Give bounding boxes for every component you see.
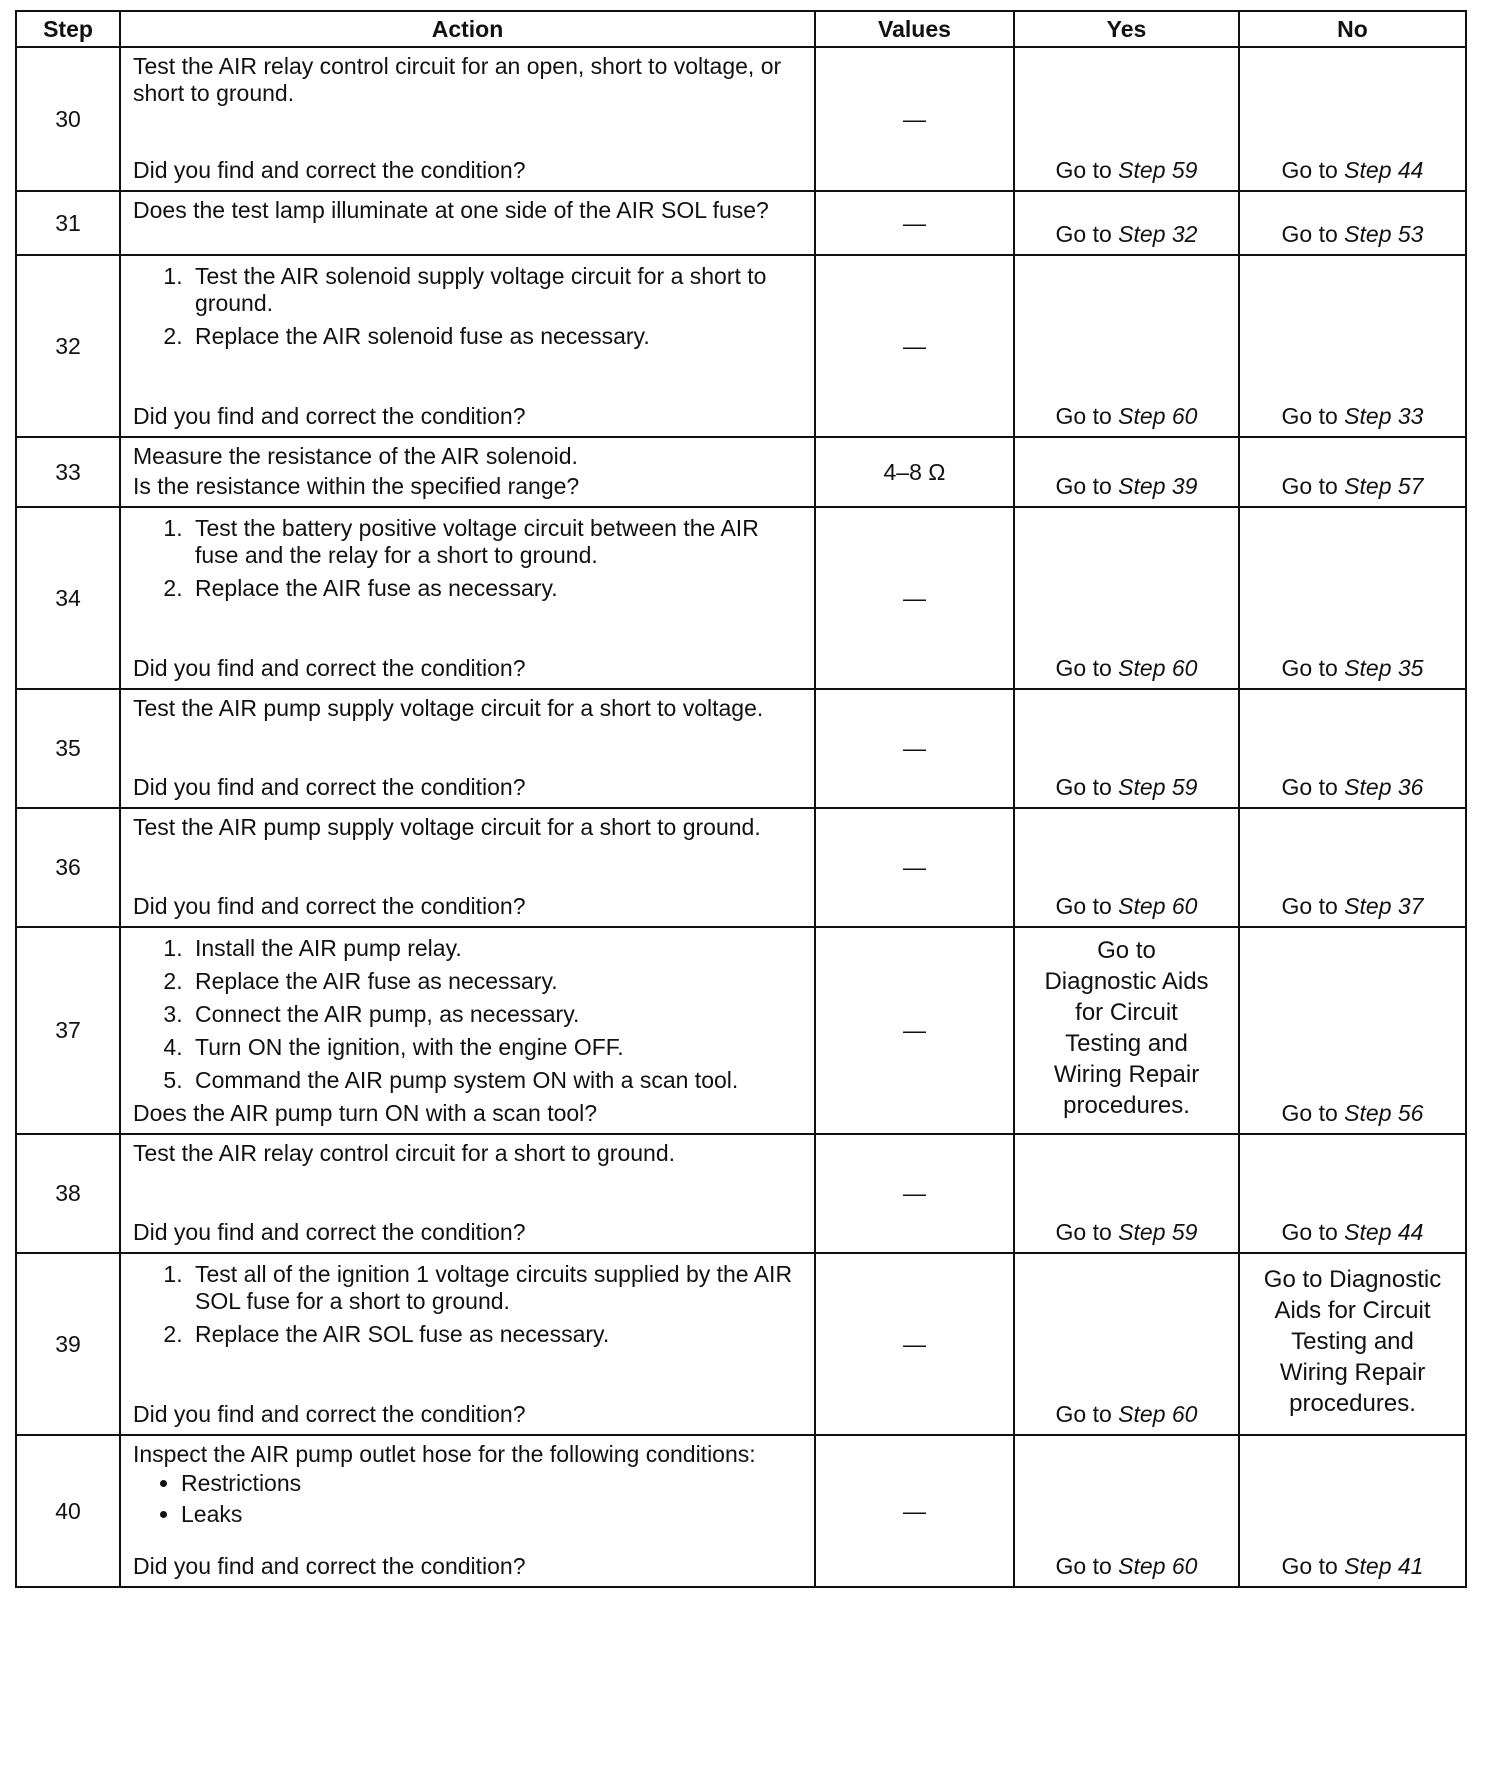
action-content (121, 192, 814, 254)
no-result-line: procedures. (1289, 1389, 1416, 1417)
target-step-number: 59 (1171, 1219, 1198, 1245)
action-body (133, 53, 804, 107)
no-result-line: Testing and (1291, 1327, 1414, 1355)
header-row (16, 11, 1466, 47)
yes-goto-step (1118, 157, 1197, 183)
action-body (133, 1441, 804, 1532)
no-result-cell (1239, 1253, 1466, 1435)
yes-result-cell (1014, 808, 1239, 927)
step-word: Step (1118, 1401, 1166, 1427)
action-body (133, 513, 804, 608)
table-row (16, 689, 1466, 808)
goto-prefix: Go to (1281, 655, 1338, 681)
action-text: Does the test lamp illuminate at one side of the AIR SOL fuse? (133, 197, 769, 223)
value-cell: 4–8 Ω (815, 437, 1014, 507)
action-content (121, 48, 814, 190)
goto-prefix: Go to (1055, 221, 1112, 247)
action-content (121, 1436, 814, 1586)
table-row (16, 507, 1466, 689)
goto-prefix: Go to (1281, 473, 1338, 499)
goto-prefix: Go to (1055, 1553, 1112, 1579)
action-list (133, 263, 804, 350)
action-question: Did you find and correct the condition? (133, 1401, 526, 1427)
yes-goto-step (1118, 774, 1197, 800)
goto-prefix: Go to (1055, 893, 1112, 919)
no-result-line: Wiring Repair (1279, 1358, 1426, 1386)
yes-result-cell (1014, 1134, 1239, 1253)
yes-result-cell (1014, 47, 1239, 191)
action-question: Does the AIR pump turn ON with a scan tool? (133, 1100, 598, 1126)
step-word: Step (1344, 1219, 1392, 1245)
yes-result-cell (1014, 1435, 1239, 1587)
action-body (133, 814, 804, 841)
action-cell (120, 1253, 815, 1435)
target-step-number: 36 (1397, 774, 1424, 800)
no-goto-step (1344, 221, 1423, 247)
condition-list (133, 1470, 804, 1528)
goto-prefix: Go to (1281, 157, 1338, 183)
step-word: Step (1344, 473, 1392, 499)
step-word: Step (1118, 774, 1166, 800)
action-list-item: 2. Replace the AIR SOL fuse as necessary. (189, 1321, 804, 1348)
goto-prefix: Go to (1055, 403, 1112, 429)
action-body (133, 933, 804, 1100)
step-number: 38 (16, 1134, 120, 1253)
goto-prefix: Go to (1055, 1401, 1112, 1427)
goto-prefix: Go to (1055, 473, 1112, 499)
no-goto-step (1344, 1553, 1423, 1579)
action-text: Measure the resistance of the AIR solenoid. (133, 443, 578, 469)
target-step-number: 60 (1171, 655, 1198, 681)
target-step-number: 57 (1397, 473, 1424, 499)
no-goto-step (1344, 403, 1423, 429)
step-word: Step (1118, 1219, 1166, 1245)
yes-result-line: Testing and (1065, 1029, 1188, 1057)
no-result-cell (1239, 927, 1466, 1134)
action-cell (120, 927, 815, 1134)
value-cell: — (815, 1134, 1014, 1253)
yes-goto-step (1118, 473, 1197, 499)
action-content (121, 928, 814, 1133)
value-cell: — (815, 47, 1014, 191)
action-cell (120, 689, 815, 808)
action-body (133, 197, 804, 224)
goto-prefix: Go to (1281, 1553, 1338, 1579)
no-result-cell (1239, 689, 1466, 808)
yes-goto-step (1118, 1219, 1197, 1245)
condition-item: • Restrictions (181, 1470, 804, 1497)
yes-result-line: procedures. (1063, 1091, 1190, 1119)
yes-result-cell (1014, 437, 1239, 507)
yes-goto-step (1118, 655, 1197, 681)
yes-result-cell (1014, 255, 1239, 437)
goto-prefix: Go to (1281, 221, 1338, 247)
target-step-number: 60 (1171, 893, 1198, 919)
action-question: Did you find and correct the condition? (133, 774, 526, 800)
value-cell: — (815, 808, 1014, 927)
action-cell (120, 437, 815, 507)
condition-item: • Leaks (181, 1501, 804, 1528)
action-cell (120, 1134, 815, 1253)
value-cell: — (815, 689, 1014, 808)
no-goto-step (1344, 655, 1423, 681)
action-list (133, 515, 804, 602)
action-text: Inspect the AIR pump outlet hose for the following conditions: (133, 1441, 756, 1467)
yes-result-cell (1014, 191, 1239, 255)
action-body (133, 443, 804, 470)
header-values: Values (815, 11, 1014, 47)
diagnostic-table-page (15, 10, 1467, 1588)
table-row (16, 437, 1466, 507)
header-action: Action (120, 11, 815, 47)
target-step-number: 59 (1171, 774, 1198, 800)
action-cell (120, 191, 815, 255)
action-list-item: 1. Install the AIR pump relay. (189, 935, 804, 962)
action-question: Did you find and correct the condition? (133, 1219, 526, 1245)
no-result-line: Go to Diagnostic (1263, 1265, 1442, 1293)
table-row (16, 927, 1466, 1134)
value-cell: — (815, 255, 1014, 437)
step-number: 31 (16, 191, 120, 255)
no-result-cell (1239, 507, 1466, 689)
target-step-number: 53 (1397, 221, 1424, 247)
yes-result-line: Go to (1097, 936, 1156, 964)
step-number: 36 (16, 808, 120, 927)
action-list-item: 1. Test the AIR solenoid supply voltage circuit for a short to ground. (189, 263, 804, 317)
yes-goto-step (1118, 1401, 1197, 1427)
action-content (121, 809, 814, 926)
action-text: Test the AIR pump supply voltage circuit for a short to voltage. (133, 695, 764, 721)
step-number: 33 (16, 437, 120, 507)
action-list (133, 935, 804, 1094)
action-cell (120, 507, 815, 689)
step-word: Step (1344, 221, 1392, 247)
target-step-number: 35 (1397, 655, 1424, 681)
yes-result-line: Wiring Repair (1053, 1060, 1200, 1088)
no-result-cell (1239, 191, 1466, 255)
step-number: 39 (16, 1253, 120, 1435)
step-number: 37 (16, 927, 120, 1134)
step-word: Step (1118, 893, 1166, 919)
yes-result-line: for Circuit (1075, 998, 1178, 1026)
value-cell: — (815, 191, 1014, 255)
step-number: 40 (16, 1435, 120, 1587)
action-content (121, 508, 814, 688)
no-goto-step (1344, 774, 1423, 800)
no-result-cell (1239, 47, 1466, 191)
target-step-number: 56 (1397, 1100, 1424, 1126)
step-word: Step (1118, 473, 1166, 499)
action-question: Is the resistance within the specified range? (133, 473, 580, 499)
no-result-cell (1239, 1134, 1466, 1253)
table-row (16, 1253, 1466, 1435)
action-content (121, 1254, 814, 1434)
action-list-item: 2. Replace the AIR fuse as necessary. (189, 968, 804, 995)
yes-goto-step (1118, 1553, 1197, 1579)
no-goto-step (1344, 893, 1423, 919)
goto-prefix: Go to (1055, 157, 1112, 183)
target-step-number: 59 (1171, 157, 1198, 183)
target-step-number: 60 (1171, 403, 1198, 429)
table-row (16, 255, 1466, 437)
goto-prefix: Go to (1281, 403, 1338, 429)
goto-prefix: Go to (1055, 655, 1112, 681)
action-list-item: 2. Replace the AIR fuse as necessary. (189, 575, 804, 602)
step-word: Step (1344, 1553, 1392, 1579)
step-word: Step (1344, 655, 1392, 681)
step-number: 35 (16, 689, 120, 808)
no-result-cell (1239, 808, 1466, 927)
action-cell (120, 808, 815, 927)
action-body (133, 261, 804, 356)
target-step-number: 41 (1397, 1553, 1424, 1579)
target-step-number: 44 (1397, 1219, 1424, 1245)
goto-prefix: Go to (1055, 774, 1112, 800)
header-no: No (1239, 11, 1466, 47)
step-word: Step (1118, 157, 1166, 183)
goto-prefix: Go to (1281, 1100, 1338, 1126)
value-cell: — (815, 1435, 1014, 1587)
no-goto-step (1344, 1219, 1423, 1245)
yes-goto-step (1118, 403, 1197, 429)
no-goto-step (1344, 1100, 1423, 1126)
action-text: Test the AIR pump supply voltage circuit for a short to ground. (133, 814, 761, 840)
step-number: 30 (16, 47, 120, 191)
action-cell (120, 255, 815, 437)
step-number: 34 (16, 507, 120, 689)
step-word: Step (1118, 1553, 1166, 1579)
step-word: Step (1344, 774, 1392, 800)
no-result-line: Aids for Circuit (1274, 1296, 1431, 1324)
yes-result-line: Diagnostic Aids (1044, 967, 1209, 995)
target-step-number: 60 (1171, 1401, 1198, 1427)
goto-prefix: Go to (1281, 1219, 1338, 1245)
target-step-number: 44 (1397, 157, 1424, 183)
yes-result-cell (1014, 689, 1239, 808)
no-result-cell (1239, 255, 1466, 437)
step-word: Step (1344, 893, 1392, 919)
target-step-number: 32 (1171, 221, 1198, 247)
action-question: Did you find and correct the condition? (133, 157, 526, 183)
yes-goto-step (1118, 221, 1197, 247)
action-list-item: 1. Test all of the ignition 1 voltage circuits supplied by the AIR SOL fuse for a short to ground. (189, 1261, 804, 1315)
step-word: Step (1118, 221, 1166, 247)
action-text: Test the AIR relay control circuit for an open, short to voltage, or short to ground. (133, 53, 782, 106)
no-result-cell (1239, 1435, 1466, 1587)
table-body (16, 47, 1466, 1587)
action-cell (120, 1435, 815, 1587)
action-list-item: 4. Turn ON the ignition, with the engine OFF. (189, 1034, 804, 1061)
yes-result-cell (1014, 1253, 1239, 1435)
table-row (16, 191, 1466, 255)
action-content (121, 690, 814, 807)
yes-result-cell (1014, 927, 1239, 1134)
no-goto-step (1344, 157, 1423, 183)
action-list-item: 3. Connect the AIR pump, as necessary. (189, 1001, 804, 1028)
step-word: Step (1344, 1100, 1392, 1126)
target-step-number: 60 (1171, 1553, 1198, 1579)
step-word: Step (1344, 403, 1392, 429)
yes-goto-step (1118, 893, 1197, 919)
action-content (121, 256, 814, 436)
table-row (16, 47, 1466, 191)
diagnostic-table (15, 10, 1467, 1588)
action-body (133, 1259, 804, 1354)
action-content (121, 438, 814, 506)
table-row (16, 1134, 1466, 1253)
step-word: Step (1118, 403, 1166, 429)
action-question: Did you find and correct the condition? (133, 893, 526, 919)
goto-prefix: Go to (1281, 893, 1338, 919)
action-content (121, 1135, 814, 1252)
step-word: Step (1344, 157, 1392, 183)
action-question: Did you find and correct the condition? (133, 403, 526, 429)
step-number: 32 (16, 255, 120, 437)
no-result-cell (1239, 437, 1466, 507)
action-body (133, 1140, 804, 1167)
no-goto-step (1344, 473, 1423, 499)
table-row (16, 1435, 1466, 1587)
action-list-item: 2. Replace the AIR solenoid fuse as necessary. (189, 323, 804, 350)
action-list-item: 1. Test the battery positive voltage circuit between the AIR fuse and the relay for a short to ground. (189, 515, 804, 569)
step-word: Step (1118, 655, 1166, 681)
action-body (133, 695, 804, 722)
value-cell: — (815, 927, 1014, 1134)
action-question: Did you find and correct the condition? (133, 655, 526, 681)
action-question: Did you find and correct the condition? (133, 1553, 526, 1579)
header-step: Step (16, 11, 120, 47)
action-list-item: 5. Command the AIR pump system ON with a scan tool. (189, 1067, 804, 1094)
goto-prefix: Go to (1055, 1219, 1112, 1245)
header-yes: Yes (1014, 11, 1239, 47)
target-step-number: 37 (1397, 893, 1424, 919)
goto-prefix: Go to (1281, 774, 1338, 800)
action-list (133, 1261, 804, 1348)
table-row (16, 808, 1466, 927)
value-cell: — (815, 507, 1014, 689)
value-cell: — (815, 1253, 1014, 1435)
action-cell (120, 47, 815, 191)
target-step-number: 33 (1397, 403, 1424, 429)
target-step-number: 39 (1171, 473, 1198, 499)
yes-result-cell (1014, 507, 1239, 689)
action-text: Test the AIR relay control circuit for a short to ground. (133, 1140, 676, 1166)
